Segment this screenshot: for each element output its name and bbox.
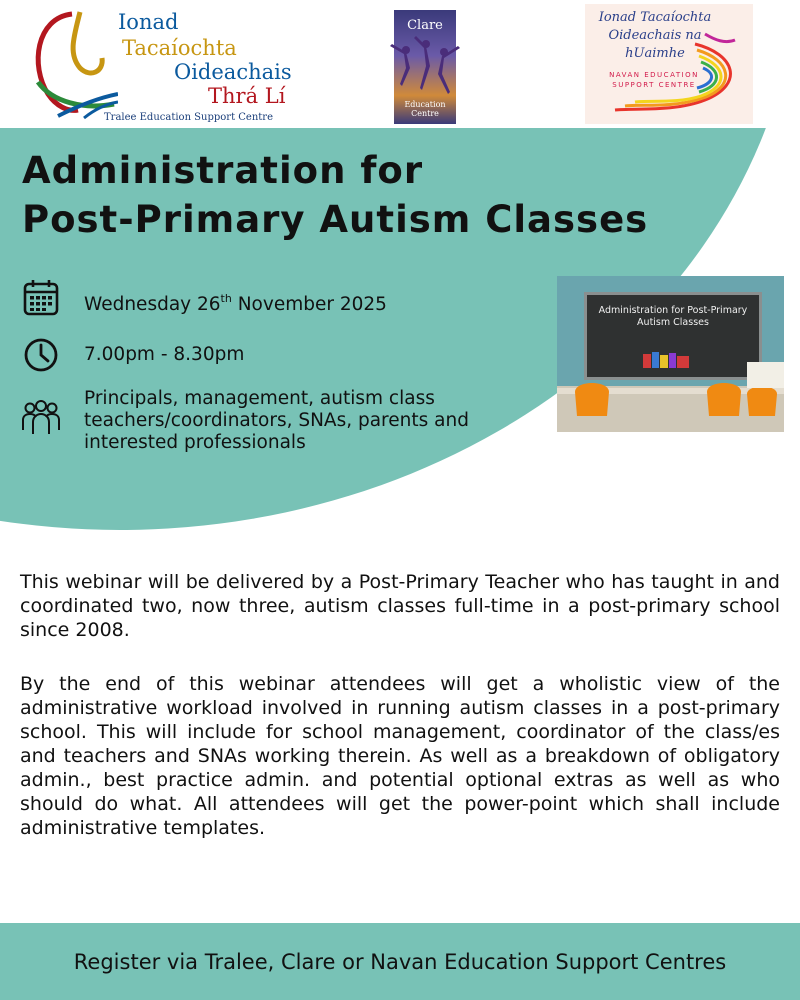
calendar-icon bbox=[20, 276, 62, 318]
classroom-photo bbox=[557, 276, 784, 432]
navan-logo-line-2: Oideachais na bbox=[608, 28, 702, 43]
event-date-row bbox=[20, 276, 387, 318]
clare-logo-subtitle: Education Centre bbox=[404, 100, 446, 118]
event-time-row bbox=[20, 334, 244, 376]
navan-logo bbox=[585, 4, 753, 124]
tralee-logo bbox=[28, 6, 298, 124]
tralee-logo-line-4: Thrá Lí bbox=[208, 84, 286, 108]
event-date-month-year: November 2025 bbox=[231, 294, 387, 315]
description-paragraph-2: By the end of this webinar attendees will get a wholistic view of the administrative workload involved in running autism classes in a post-primary school. This will include for school management, coordinator of the class/es and teachers and SNAs working therein. As well as a breakdown of obligatory admin., best practice admin. and potential optional extras as well as who should do what. All attendees will get the power-point which shall include administrative templates. bbox=[20, 673, 780, 839]
clare-logo-name: Clare bbox=[407, 18, 443, 33]
clare-logo bbox=[384, 8, 466, 126]
navan-logo-line-3: hUaimhe bbox=[625, 46, 685, 61]
register-footer bbox=[0, 923, 800, 1000]
register-text: Register via Tralee, Clare or Navan Education Support Centres bbox=[73, 949, 727, 974]
tralee-swirl-icon bbox=[28, 6, 118, 124]
event-time: 7.00pm - 8.30pm bbox=[84, 344, 245, 365]
clock-icon bbox=[20, 334, 62, 376]
people-group-icon bbox=[20, 396, 62, 438]
tralee-logo-subtitle: Tralee Education Support Centre bbox=[104, 112, 274, 123]
event-title bbox=[22, 146, 648, 244]
event-title-line-1: Administration for bbox=[22, 149, 424, 192]
chalkboard-text: Administration for Post-Primary Autism Classes bbox=[598, 305, 748, 328]
navan-logo-subtitle-line-1: NAVAN EDUCATION bbox=[609, 71, 699, 79]
logo-bar bbox=[0, 0, 800, 128]
orange-chairs-icon bbox=[557, 276, 784, 432]
navan-logo-subtitle bbox=[589, 70, 719, 90]
event-audience-row bbox=[20, 388, 560, 454]
event-date-day: Wednesday 26 bbox=[84, 294, 221, 315]
event-date-suffix: th bbox=[220, 292, 232, 305]
event-title-line-2: Post-Primary Autism Classes bbox=[22, 198, 649, 241]
tralee-logo-line-3: Oideachais bbox=[174, 60, 292, 84]
tralee-logo-line-1: Ionad bbox=[118, 10, 179, 34]
event-date bbox=[84, 288, 387, 316]
navan-logo-line-1: Ionad Tacaíochta bbox=[598, 10, 712, 25]
description-paragraph-1: This webinar will be delivered by a Post-Primary Teacher who has taught in and coordinated two, now three, autism classes full-time in a post-primary school since 2008. bbox=[20, 571, 780, 641]
navan-logo-subtitle-line-2: SUPPORT CENTRE bbox=[612, 81, 696, 89]
tralee-logo-line-2: Tacaíochta bbox=[122, 36, 237, 60]
event-audience: Principals, management, autism class teachers/coordinators, SNAs, parents and interested professionals bbox=[84, 388, 469, 453]
